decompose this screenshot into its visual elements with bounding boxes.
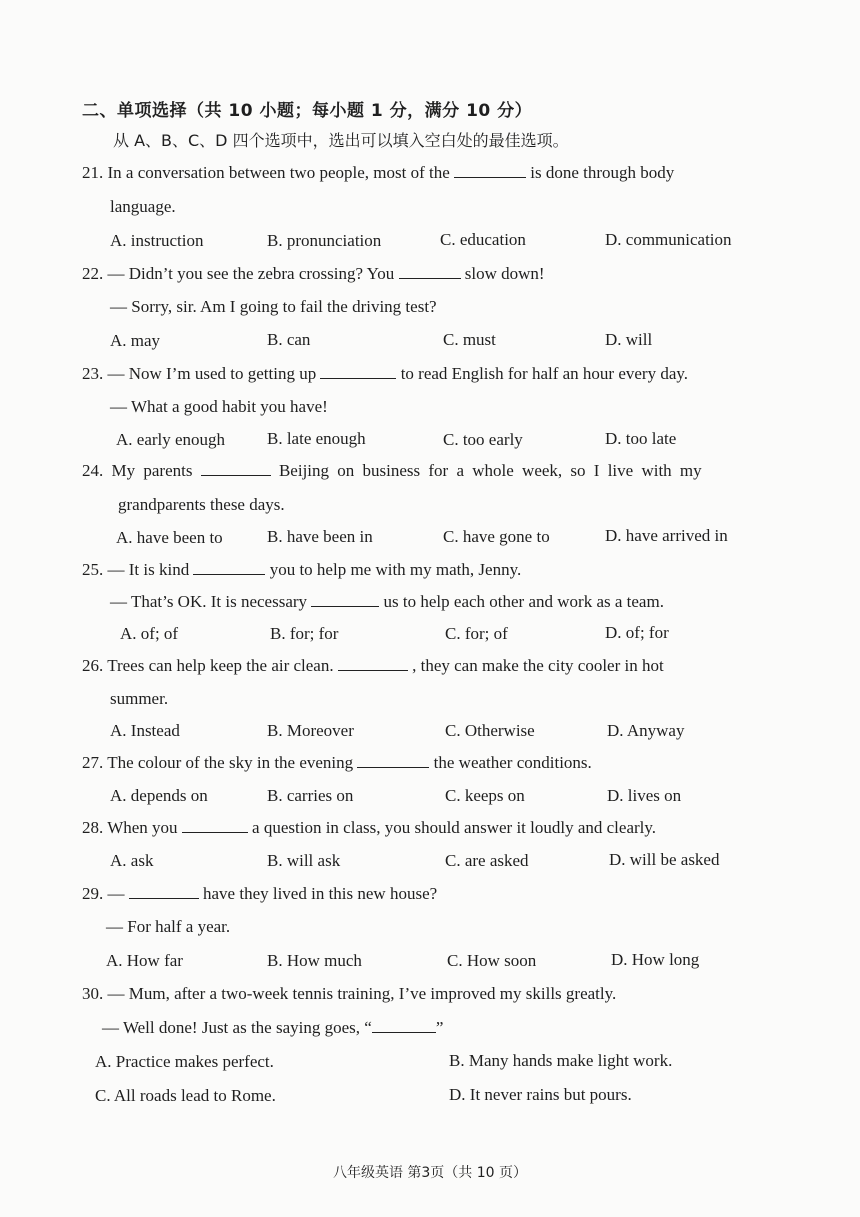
question-27-stem xyxy=(82,753,592,773)
answer-blank xyxy=(372,1018,436,1033)
question-24-line2: grandparents these days. xyxy=(118,495,285,514)
option-a: A. early enough xyxy=(116,430,226,449)
option-d: D. too late xyxy=(605,429,677,448)
question-text: you to help me with my math, Jenny. xyxy=(269,560,522,579)
option-d: D. lives on xyxy=(607,786,682,805)
question-text: 29. — xyxy=(82,884,125,903)
answer-blank xyxy=(182,818,248,833)
option-b: B. for; for xyxy=(270,624,339,643)
option-b: B. can xyxy=(267,330,311,349)
option-a: A. depends on xyxy=(110,786,208,805)
question-22-stem xyxy=(82,264,545,284)
question-text: — Well done! Just as the saying goes, “ xyxy=(102,1018,372,1037)
answer-blank xyxy=(320,364,396,379)
question-text: a question in class, you should answer it loudly and clearly. xyxy=(252,818,657,837)
question-29-line2: — For half a year. xyxy=(106,917,231,936)
question-text: Beijing on business for a whole week, so I live with my xyxy=(278,461,702,480)
option-a: A. may xyxy=(110,331,161,350)
answer-blank xyxy=(357,753,429,768)
option-c: C. are asked xyxy=(445,851,529,870)
question-29-stem xyxy=(82,884,437,904)
question-text: us to help each other and work as a team. xyxy=(383,592,664,611)
question-28-stem xyxy=(82,818,656,838)
question-21-line2: language. xyxy=(110,197,176,216)
question-30-stem: 30. — Mum, after a two-week tennis training, I’ve improved my skills greatly. xyxy=(82,984,617,1003)
question-30-line2 xyxy=(102,1018,443,1038)
question-21-stem xyxy=(82,163,674,183)
question-text: , they can make the city cooler in hot xyxy=(412,656,664,675)
answer-blank xyxy=(454,163,526,178)
question-text: ” xyxy=(435,1018,444,1037)
question-26-line2: summer. xyxy=(110,689,169,708)
option-c: C. education xyxy=(440,230,526,249)
question-25-stem xyxy=(82,560,521,580)
option-d: D. It never rains but pours. xyxy=(449,1085,632,1104)
answer-blank xyxy=(311,592,379,607)
option-c: C. for; of xyxy=(445,624,508,643)
question-text: 26. Trees can help keep the air clean. xyxy=(82,656,334,675)
question-text: 25. — It is kind xyxy=(82,560,190,579)
question-text: 28. When you xyxy=(82,818,178,837)
option-d: D. of; for xyxy=(605,623,669,642)
option-b: B. have been in xyxy=(267,527,373,546)
option-b: B. Moreover xyxy=(267,721,354,740)
option-b: B. will ask xyxy=(267,851,341,870)
answer-blank xyxy=(338,656,408,671)
option-a: A. Practice makes perfect. xyxy=(95,1052,274,1071)
question-text: have they lived in this new house? xyxy=(203,884,438,903)
option-c: C. must xyxy=(443,330,496,349)
option-b: B. How much xyxy=(267,951,362,970)
question-text: the weather conditions. xyxy=(433,753,592,772)
option-c: C. too early xyxy=(443,430,523,449)
option-a: A. have been to xyxy=(116,528,223,547)
option-b: B. pronunciation xyxy=(267,231,382,250)
question-text: 23. — Now I’m used to getting up xyxy=(82,364,317,383)
option-c: C. All roads lead to Rome. xyxy=(95,1086,276,1105)
option-d: D. have arrived in xyxy=(605,526,728,545)
page-footer: 八年级英语 第3页（共 10 页） xyxy=(332,1165,528,1181)
option-c: C. keeps on xyxy=(445,786,525,805)
answer-blank xyxy=(129,884,199,899)
option-d: D. will xyxy=(605,330,653,349)
question-text: 27. The colour of the sky in the evening xyxy=(82,753,354,772)
question-24-stem xyxy=(82,461,702,481)
option-d: D. How long xyxy=(611,950,700,969)
question-23-stem xyxy=(82,364,688,384)
question-22-line2: — Sorry, sir. Am I going to fail the driving test? xyxy=(110,297,437,316)
option-c: C. Otherwise xyxy=(445,721,535,740)
option-a: A. ask xyxy=(110,851,154,870)
section-title: 二、单项选择（共 10 小题；每小题 1 分，满分 10 分） xyxy=(82,101,533,121)
option-a: A. instruction xyxy=(110,231,204,250)
question-26-stem xyxy=(82,656,664,676)
question-text: 24. My parents xyxy=(82,461,193,480)
option-c: C. have gone to xyxy=(443,527,550,546)
question-text: 22. — Didn’t you see the zebra crossing? You xyxy=(82,264,395,283)
option-a: A. of; of xyxy=(120,624,179,643)
question-text: 21. In a conversation between two people, most of the xyxy=(82,163,450,182)
question-text: — That’s OK. It is necessary xyxy=(110,592,308,611)
option-a: A. Instead xyxy=(110,721,180,740)
section-instruction: 从 A、B、C、D 四个选项中，选出可以填入空白处的最佳选项。 xyxy=(113,131,569,150)
option-a: A. How far xyxy=(106,951,183,970)
option-d: D. will be asked xyxy=(609,850,720,869)
option-b: B. Many hands make light work. xyxy=(449,1051,673,1070)
option-d: D. communication xyxy=(605,230,732,249)
question-text: slow down! xyxy=(464,264,545,283)
question-text: to read English for half an hour every day. xyxy=(400,364,689,383)
answer-blank xyxy=(201,461,271,476)
option-b: B. late enough xyxy=(267,429,366,448)
option-b: B. carries on xyxy=(267,786,354,805)
question-25-line2 xyxy=(110,592,664,612)
question-23-line2: — What a good habit you have! xyxy=(110,397,328,416)
question-text: is done through body xyxy=(530,163,675,182)
answer-blank xyxy=(399,264,461,279)
answer-blank xyxy=(193,560,265,575)
option-d: D. Anyway xyxy=(607,721,685,740)
option-c: C. How soon xyxy=(447,951,537,970)
